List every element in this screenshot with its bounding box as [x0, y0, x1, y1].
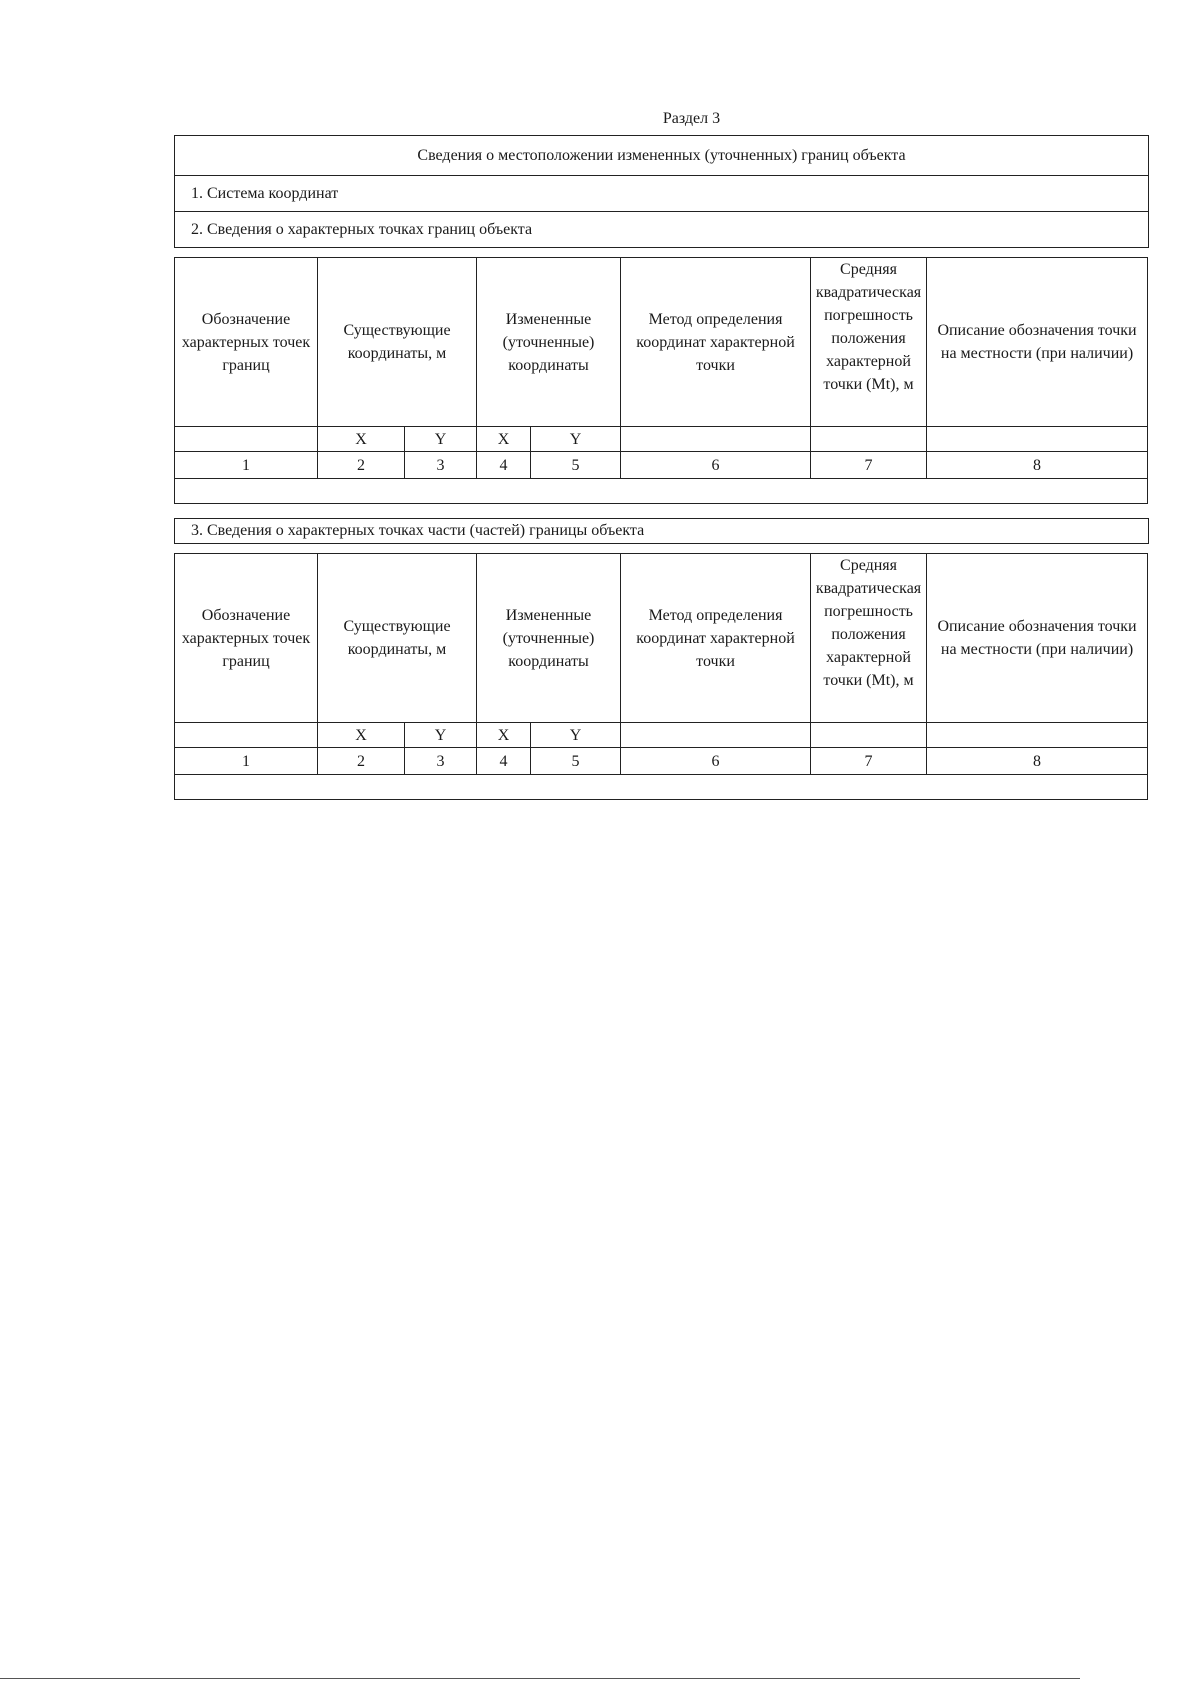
- column-number: 5: [531, 748, 621, 775]
- column-number: 3: [405, 748, 477, 775]
- xy-cell-empty: [175, 723, 318, 748]
- header-existing-coordinates: Существующие координаты, м: [318, 258, 477, 427]
- column-number: 4: [477, 452, 531, 479]
- empty-data-row: [175, 479, 1148, 504]
- header-y-changed: Y: [531, 427, 621, 452]
- header-existing-coordinates: Существующие координаты, м: [318, 554, 477, 723]
- column-number: 2: [318, 748, 405, 775]
- column-number: 7: [811, 452, 927, 479]
- xy-cell-empty: [927, 427, 1148, 452]
- header-y-existing: Y: [405, 427, 477, 452]
- header-description: Описание обозначения точки на местности (при наличии): [927, 554, 1148, 723]
- xy-cell-empty: [811, 723, 927, 748]
- column-number: 5: [531, 452, 621, 479]
- column-number: 8: [927, 452, 1148, 479]
- header-changed-coordinates: Измененные (уточненные) координаты: [477, 258, 621, 427]
- header-method: Метод определения координат характерной точки: [621, 554, 811, 723]
- header-x-changed: X: [477, 427, 531, 452]
- column-number: 6: [621, 452, 811, 479]
- boundary-points-table: [174, 257, 1148, 504]
- boundary-points-row: 2. Сведения о характерных точках границ объекта: [191, 220, 533, 238]
- header-x-existing: X: [318, 427, 405, 452]
- xy-cell-empty: [811, 427, 927, 452]
- column-number: 8: [927, 748, 1148, 775]
- header-y-existing: Y: [405, 723, 477, 748]
- parts-heading-box: 3. Сведения о характерных точках части (частей) границы объекта: [174, 518, 1149, 544]
- column-number: 1: [175, 452, 318, 479]
- scan-edge-line: [0, 1678, 1080, 1679]
- header-designation: Обозначение характерных точек границ: [175, 258, 318, 427]
- header-y-changed: Y: [531, 723, 621, 748]
- header-accuracy: Средняя квадратическая погрешность положения характерной точки (Mt), м: [811, 554, 927, 723]
- column-number: 6: [621, 748, 811, 775]
- xy-cell-empty: [175, 427, 318, 452]
- header-accuracy: Средняя квадратическая погрешность положения характерной точки (Mt), м: [811, 258, 927, 427]
- header-x-changed: X: [477, 723, 531, 748]
- section-title: Раздел 3: [662, 110, 721, 127]
- header-method: Метод определения координат характерной точки: [621, 258, 811, 427]
- coordinate-system-row: 1. Система координат: [175, 176, 1148, 212]
- column-number: 2: [318, 452, 405, 479]
- section-heading-box: [174, 135, 1149, 248]
- xy-cell-empty: [927, 723, 1148, 748]
- header-changed-coordinates: Измененные (уточненные) координаты: [477, 554, 621, 723]
- empty-data-row: [175, 775, 1148, 800]
- xy-cell-empty: [621, 427, 811, 452]
- header-designation: Обозначение характерных точек границ: [175, 554, 318, 723]
- part-boundary-points-table: [174, 553, 1148, 800]
- column-number: 7: [811, 748, 927, 775]
- section-heading-title: Сведения о местоположении измененных (уточненных) границ объекта: [175, 136, 1148, 176]
- header-x-existing: X: [318, 723, 405, 748]
- header-description: Описание обозначения точки на местности (при наличии): [927, 258, 1148, 427]
- column-number: 4: [477, 748, 531, 775]
- column-number: 1: [175, 748, 318, 775]
- xy-cell-empty: [621, 723, 811, 748]
- column-number: 3: [405, 452, 477, 479]
